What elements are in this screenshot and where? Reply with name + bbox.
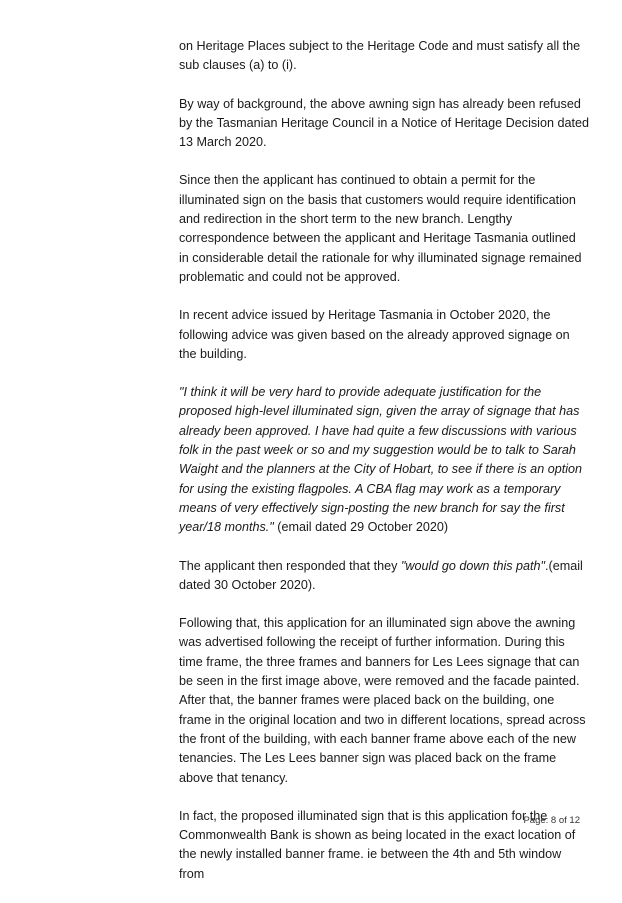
paragraph-applicant-response	[179, 557, 589, 596]
response-lead: The applicant then responded that they	[179, 558, 401, 573]
paragraph-recent-advice: In recent advice issued by Heritage Tasmania in October 2020, the following advice was given based on the already approved signage on the building.	[179, 308, 570, 361]
quote-paragraph	[179, 383, 589, 537]
document-body	[179, 37, 589, 903]
paragraph-in-fact: In fact, the proposed illuminated sign that is this application for the Commonwealth Bank is shown as being located in the exact location of the newly installed banner frame. ie between the 4th and 5th window from	[179, 808, 576, 881]
page-number: Page: 8 of 12	[523, 815, 580, 826]
response-tail: .(email dated 30 October 2020).	[179, 558, 583, 592]
response-quote: "would go down this path"	[400, 558, 546, 573]
quote-text: "I think it will be very hard to provide adequate justification for the proposed high-level illuminated sign, given the array of signage that has already been approved. I have had quite a few discussions with various folk in the past week or so and my suggestion would be to talk to Sarah Waight and the planners at the City of Hobart, to see if there is an option for using the existing flagpoles. A CBA flag may work as a temporary means of very effectively sign-posting the new branch for say the first year/18 months."	[179, 385, 583, 535]
quote-citation: (email dated 29 October 2020)	[273, 520, 449, 535]
paragraph-since-then: Since then the applicant has continued to obtain a permit for the illuminated sign on the basis that customers would require identification and redirection in the short term to the new branch. Lengthy correspondence between the applicant and Heritage Tasmania outlined in considerable detail the rationale for why illuminated signage remained problematic and could not be approved.	[179, 173, 582, 284]
paragraph-background: By way of background, the above awning sign has already been refused by the Tasmanian Heritage Council in a Notice of Heritage Decision dated 13 March 2020.	[179, 96, 589, 150]
paragraph-following-that: Following that, this application for an illuminated sign above the awning was advertised following the receipt of further information. During this time frame, the three frames and banners for Les Lees signage that can be seen in the first image above, were removed and the facade painted. After that, the banner frames were placed back on the building, one frame in the original location and two in different locations, spread across the front of the building, with each banner frame above each of the new tenancies. The Les Lees banner sign was placed back on the frame above that tenancy.	[179, 616, 586, 785]
paragraph-heritage-code: on Heritage Places subject to the Heritage Code and must satisfy all the sub clauses (a) to (i).	[179, 39, 581, 73]
